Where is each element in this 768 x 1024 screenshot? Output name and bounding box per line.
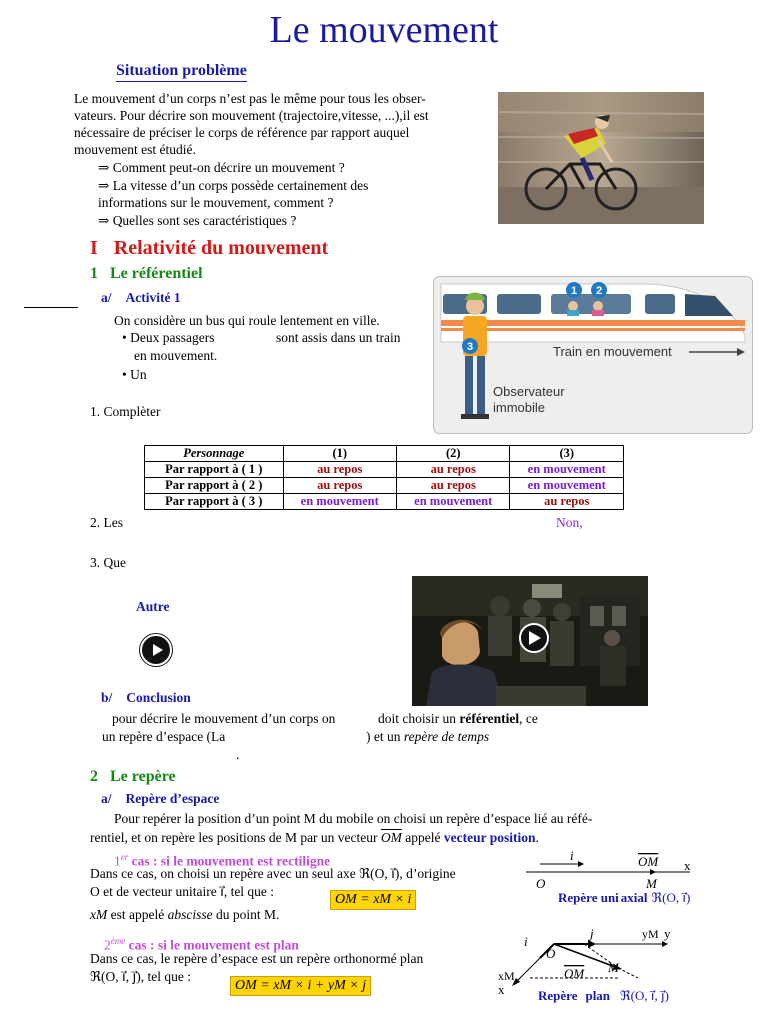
- vector-om-label: OM: [638, 854, 659, 869]
- conclusion-text: ) et un repère de temps: [366, 729, 490, 744]
- case1-heading: 1er cas : si le mouvement est rectiligne: [114, 852, 331, 869]
- vector-j-label: j: [590, 926, 594, 941]
- case2-text: ℜ(O, i⃗, j⃗), tel que :: [90, 969, 191, 984]
- table-header-cell: (1): [283, 446, 396, 462]
- list-item: 3. Que: [90, 555, 126, 570]
- table-cell: au repos: [510, 494, 624, 510]
- conclusion-text: pour décrire le mouvement d’un corps on: [112, 711, 336, 726]
- origin-label: O: [536, 876, 546, 891]
- train-illustration: [433, 276, 753, 434]
- play-button[interactable]: [140, 634, 172, 666]
- question-item: ⇒ Comment peut-on décrire un mouvement ?: [98, 160, 345, 175]
- table-cell: en mouvement: [283, 494, 396, 510]
- autre-label: Autre: [136, 599, 170, 614]
- paragraph-line: rentiel, et on repère les positions de M par un vecteur $\overline{OM}$ appelé vecteur position.: [90, 830, 539, 845]
- list-item: 1. Complèter: [90, 404, 161, 419]
- situation-line: nécessaire de préciser le corps de référence par rapport auquel: [74, 125, 410, 140]
- cyclist-photo: [498, 92, 704, 224]
- formula-2d: OM = xM × i + yM × j: [230, 976, 371, 996]
- page-title: Le mouvement: [269, 9, 499, 51]
- table-row-label: Par rapport à ( 2 ): [145, 478, 284, 494]
- axis-y-label: y: [664, 926, 671, 941]
- table-row-label: Par rapport à ( 3 ): [145, 494, 284, 510]
- axial-frame-diagram: [520, 846, 730, 912]
- plane-frame-diagram: [494, 918, 730, 1010]
- plane-caption: Repère plan ℜ(O, i⃗, j⃗): [538, 988, 669, 1003]
- activity-text: en mouvement.: [134, 348, 218, 363]
- table-row: [145, 494, 624, 510]
- activity-text: • Deux passagers: [122, 330, 215, 345]
- axis-x-label: x: [684, 858, 691, 873]
- activity-text: On considère un bus qui roule lentement en ville.: [114, 313, 380, 328]
- table-cell: en mouvement: [396, 494, 509, 510]
- axial-caption: Repère uni axial ℜ(O, i⃗): [558, 890, 691, 905]
- table-cell: au repos: [283, 462, 396, 478]
- table-row: [145, 478, 624, 494]
- badge-1: 1: [570, 285, 578, 297]
- table-header-cell: (3): [510, 446, 624, 462]
- question-item: ⇒ La vitesse d’un corps possède certainement des: [98, 178, 369, 193]
- conclusion-heading: b/ Conclusion: [101, 690, 191, 705]
- case1-text: Dans ce cas, on choisi un repère avec un seul axe ℜ(O, i⃗), d’origine: [90, 866, 456, 881]
- y-m-label: yM: [642, 927, 659, 941]
- table-cell: au repos: [283, 478, 396, 494]
- question-item: ⇒ Quelles sont ses caractéristiques ?: [98, 213, 297, 228]
- conclusion-text: doit choisir un référentiel, ce: [378, 711, 538, 726]
- vector-i-label: i: [524, 934, 528, 949]
- table-cell: en mouvement: [510, 478, 624, 494]
- situation-line: vateurs. Pour décrire son mouvement (trajectoire,vitesse, ...),il est: [74, 108, 429, 123]
- video-thumbnail[interactable]: [412, 576, 648, 706]
- subsection-heading: 2 Le repère: [90, 768, 176, 785]
- table-cell: en mouvement: [510, 462, 624, 478]
- situation-line: mouvement est étudié.: [74, 142, 196, 157]
- label-observer: Observateur: [493, 384, 565, 399]
- table-header-cell: (2): [396, 446, 509, 462]
- table-cell: au repos: [396, 478, 509, 494]
- activity-text: sont assis dans un train: [276, 330, 401, 345]
- arrow-icon: ⇒: [98, 213, 110, 228]
- point-m-label: M: [646, 876, 657, 891]
- label-train: Train en mouvement: [553, 344, 672, 359]
- case1-text: O et de vecteur unitaire i⃗, tel que :: [90, 884, 275, 899]
- badge-2: 2: [595, 285, 603, 297]
- arrow-icon: ⇒: [98, 160, 110, 175]
- conclusion-dot: .: [236, 747, 240, 762]
- situation-line: Le mouvement d’un corps n’est pas le même pour tous les obser-: [74, 91, 426, 106]
- table-row-label: Par rapport à ( 1 ): [145, 462, 284, 478]
- x-m-label: xM: [498, 969, 515, 983]
- axis-x-label: x: [498, 982, 505, 997]
- case2-text: Dans ce cas, le repère d’espace est un repère orthonormé plan: [90, 951, 424, 966]
- repere-espace-heading: a/ Repère d’espace: [101, 791, 220, 806]
- conclusion-text: un repère d’espace (La: [102, 729, 226, 744]
- margin-rule: [24, 307, 78, 308]
- vector-om-label: OM: [564, 966, 585, 981]
- badge-3: 3: [466, 341, 474, 353]
- table-header-row: [145, 446, 624, 462]
- arrow-icon: ⇒: [98, 178, 110, 193]
- section-heading: I Relativité du mouvement: [90, 237, 329, 259]
- situation-heading: Situation problème: [116, 62, 247, 82]
- reference-table: [144, 445, 624, 510]
- case2-heading: 2ème cas : si le mouvement est plan: [104, 936, 299, 953]
- origin-label: O: [546, 946, 556, 961]
- table-header-cell: Personnage: [145, 446, 284, 462]
- table-row: [145, 462, 624, 478]
- activity-text: • Un: [122, 367, 147, 382]
- paragraph-line: Pour repérer la position d’un point M du mobile on choisi un repère d’espace lié au réfé-: [114, 811, 593, 826]
- activity-heading: a/ Activité 1: [101, 290, 181, 305]
- point-m-label: M: [608, 960, 619, 975]
- answer-text: Non,: [556, 515, 583, 530]
- formula-1d: OM = xM × i: [330, 890, 416, 910]
- list-item: 2. Les: [90, 515, 123, 530]
- play-icon: [142, 636, 170, 664]
- vector-i-label: i: [570, 848, 574, 863]
- question-item-cont: informations sur le mouvement, comment ?: [98, 195, 334, 210]
- table-cell: au repos: [396, 462, 509, 478]
- subsection-heading: 1 Le référentiel: [90, 265, 203, 282]
- case1-text: xM est appelé abscisse du point M.: [90, 907, 280, 922]
- label-observer-2: immobile: [493, 400, 546, 415]
